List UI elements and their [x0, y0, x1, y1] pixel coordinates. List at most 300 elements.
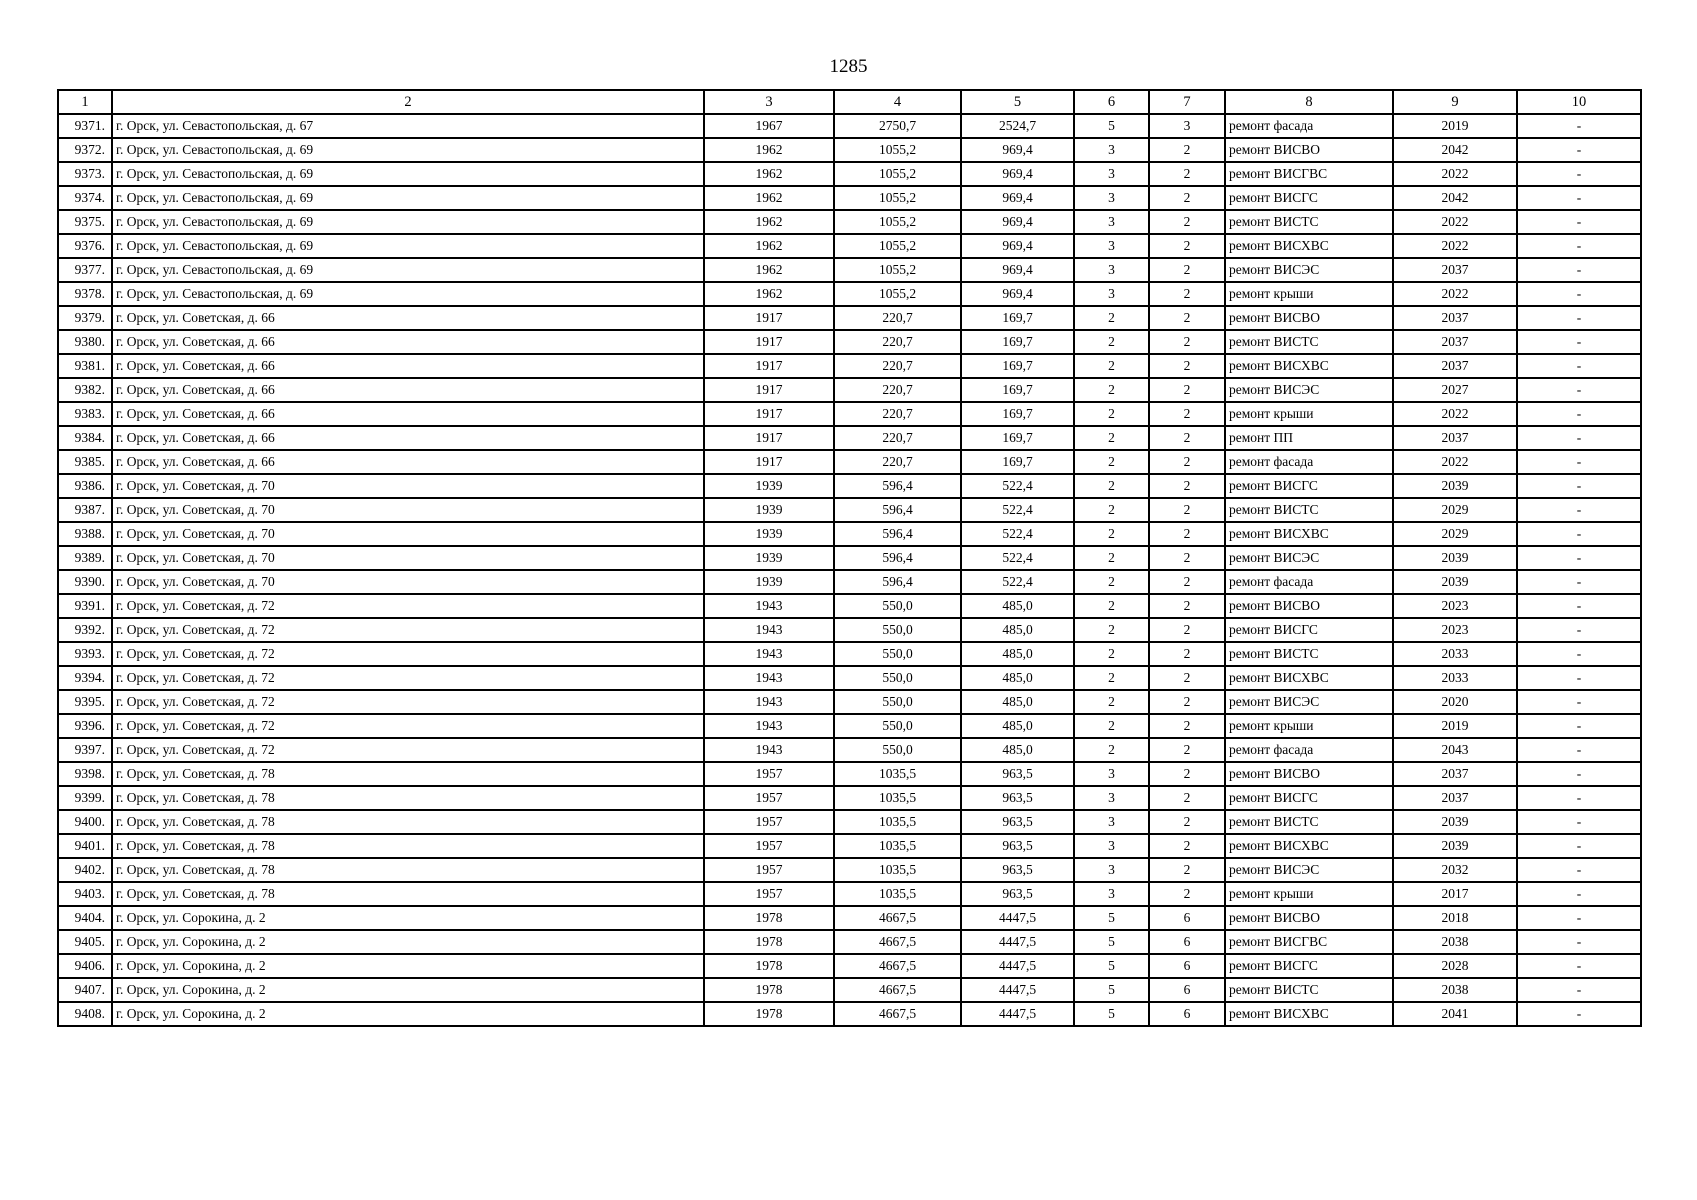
entrances-cell: 6 — [1149, 930, 1225, 954]
row-number-cell: 9397. — [58, 738, 112, 762]
entrances-cell: 2 — [1149, 834, 1225, 858]
planned-year-cell: 2023 — [1393, 594, 1517, 618]
entrances-cell: 2 — [1149, 402, 1225, 426]
work-type-cell: ремонт ВИСХВС — [1225, 1002, 1393, 1026]
address-cell: г. Орск, ул. Советская, д. 70 — [112, 522, 704, 546]
floors-cell: 5 — [1074, 114, 1149, 138]
floors-cell: 2 — [1074, 642, 1149, 666]
address-cell: г. Орск, ул. Советская, д. 78 — [112, 786, 704, 810]
planned-year-cell: 2039 — [1393, 570, 1517, 594]
table-row — [58, 114, 1641, 138]
total-area-cell: 4667,5 — [834, 1002, 961, 1026]
note-cell: - — [1517, 810, 1641, 834]
year-built-cell: 1962 — [704, 234, 834, 258]
living-area-cell: 485,0 — [961, 618, 1074, 642]
living-area-cell: 485,0 — [961, 594, 1074, 618]
total-area-cell: 596,4 — [834, 546, 961, 570]
entrances-cell: 2 — [1149, 738, 1225, 762]
address-cell: г. Орск, ул. Советская, д. 72 — [112, 618, 704, 642]
note-cell: - — [1517, 498, 1641, 522]
entrances-cell: 2 — [1149, 714, 1225, 738]
floors-cell: 5 — [1074, 1002, 1149, 1026]
table-row — [58, 762, 1641, 786]
entrances-cell: 2 — [1149, 162, 1225, 186]
floors-cell: 2 — [1074, 690, 1149, 714]
work-type-cell: ремонт ВИСГС — [1225, 474, 1393, 498]
note-cell: - — [1517, 858, 1641, 882]
work-type-cell: ремонт ВИСЭС — [1225, 546, 1393, 570]
total-area-cell: 550,0 — [834, 690, 961, 714]
planned-year-cell: 2017 — [1393, 882, 1517, 906]
row-number-cell: 9395. — [58, 690, 112, 714]
column-header: 7 — [1149, 90, 1225, 114]
note-cell: - — [1517, 282, 1641, 306]
entrances-cell: 2 — [1149, 594, 1225, 618]
living-area-cell: 169,7 — [961, 330, 1074, 354]
planned-year-cell: 2037 — [1393, 330, 1517, 354]
entrances-cell: 2 — [1149, 570, 1225, 594]
row-number-cell: 9404. — [58, 906, 112, 930]
note-cell: - — [1517, 834, 1641, 858]
year-built-cell: 1978 — [704, 930, 834, 954]
note-cell: - — [1517, 714, 1641, 738]
floors-cell: 2 — [1074, 738, 1149, 762]
planned-year-cell: 2022 — [1393, 234, 1517, 258]
address-cell: г. Орск, ул. Советская, д. 72 — [112, 594, 704, 618]
living-area-cell: 963,5 — [961, 834, 1074, 858]
entrances-cell: 6 — [1149, 954, 1225, 978]
planned-year-cell: 2022 — [1393, 210, 1517, 234]
address-cell: г. Орск, ул. Севастопольская, д. 69 — [112, 258, 704, 282]
floors-cell: 3 — [1074, 786, 1149, 810]
note-cell: - — [1517, 474, 1641, 498]
planned-year-cell: 2019 — [1393, 114, 1517, 138]
planned-year-cell: 2029 — [1393, 522, 1517, 546]
year-built-cell: 1962 — [704, 162, 834, 186]
living-area-cell: 969,4 — [961, 234, 1074, 258]
work-type-cell: ремонт ВИСХВС — [1225, 354, 1393, 378]
address-cell: г. Орск, ул. Севастопольская, д. 69 — [112, 234, 704, 258]
living-area-cell: 169,7 — [961, 402, 1074, 426]
living-area-cell: 963,5 — [961, 882, 1074, 906]
living-area-cell: 485,0 — [961, 714, 1074, 738]
total-area-cell: 1055,2 — [834, 186, 961, 210]
year-built-cell: 1978 — [704, 906, 834, 930]
year-built-cell: 1943 — [704, 666, 834, 690]
living-area-cell: 4447,5 — [961, 954, 1074, 978]
table-row — [58, 618, 1641, 642]
row-number-cell: 9391. — [58, 594, 112, 618]
entrances-cell: 2 — [1149, 234, 1225, 258]
total-area-cell: 1035,5 — [834, 810, 961, 834]
note-cell: - — [1517, 306, 1641, 330]
entrances-cell: 2 — [1149, 306, 1225, 330]
address-cell: г. Орск, ул. Советская, д. 78 — [112, 858, 704, 882]
living-area-cell: 169,7 — [961, 354, 1074, 378]
floors-cell: 3 — [1074, 234, 1149, 258]
total-area-cell: 1055,2 — [834, 138, 961, 162]
total-area-cell: 4667,5 — [834, 930, 961, 954]
table-body — [58, 114, 1641, 1026]
total-area-cell: 1055,2 — [834, 234, 961, 258]
planned-year-cell: 2023 — [1393, 618, 1517, 642]
planned-year-cell: 2039 — [1393, 474, 1517, 498]
total-area-cell: 1035,5 — [834, 834, 961, 858]
table-row — [58, 354, 1641, 378]
planned-year-cell: 2039 — [1393, 810, 1517, 834]
work-type-cell: ремонт ВИСТС — [1225, 978, 1393, 1002]
total-area-cell: 1035,5 — [834, 882, 961, 906]
row-number-cell: 9394. — [58, 666, 112, 690]
note-cell: - — [1517, 786, 1641, 810]
total-area-cell: 220,7 — [834, 354, 961, 378]
work-type-cell: ремонт ВИСГВС — [1225, 162, 1393, 186]
planned-year-cell: 2042 — [1393, 138, 1517, 162]
table-row — [58, 186, 1641, 210]
planned-year-cell: 2027 — [1393, 378, 1517, 402]
row-number-cell: 9383. — [58, 402, 112, 426]
table-row — [58, 258, 1641, 282]
note-cell: - — [1517, 402, 1641, 426]
year-built-cell: 1967 — [704, 114, 834, 138]
work-type-cell: ремонт ВИСТС — [1225, 810, 1393, 834]
living-area-cell: 963,5 — [961, 786, 1074, 810]
living-area-cell: 485,0 — [961, 642, 1074, 666]
work-type-cell: ремонт ВИСЭС — [1225, 258, 1393, 282]
address-cell: г. Орск, ул. Севастопольская, д. 69 — [112, 162, 704, 186]
table-row — [58, 474, 1641, 498]
address-cell: г. Орск, ул. Сорокина, д. 2 — [112, 954, 704, 978]
floors-cell: 2 — [1074, 666, 1149, 690]
address-cell: г. Орск, ул. Советская, д. 72 — [112, 738, 704, 762]
total-area-cell: 4667,5 — [834, 978, 961, 1002]
entrances-cell: 2 — [1149, 330, 1225, 354]
entrances-cell: 2 — [1149, 354, 1225, 378]
living-area-cell: 969,4 — [961, 162, 1074, 186]
row-number-cell: 9399. — [58, 786, 112, 810]
planned-year-cell: 2041 — [1393, 1002, 1517, 1026]
living-area-cell: 169,7 — [961, 306, 1074, 330]
note-cell: - — [1517, 618, 1641, 642]
floors-cell: 3 — [1074, 834, 1149, 858]
address-cell: г. Орск, ул. Советская, д. 72 — [112, 666, 704, 690]
floors-cell: 2 — [1074, 498, 1149, 522]
row-number-cell: 9388. — [58, 522, 112, 546]
work-type-cell: ремонт ВИСХВС — [1225, 666, 1393, 690]
year-built-cell: 1978 — [704, 978, 834, 1002]
year-built-cell: 1939 — [704, 546, 834, 570]
year-built-cell: 1943 — [704, 642, 834, 666]
living-area-cell: 2524,7 — [961, 114, 1074, 138]
entrances-cell: 2 — [1149, 786, 1225, 810]
entrances-cell: 2 — [1149, 618, 1225, 642]
work-type-cell: ремонт ВИСТС — [1225, 210, 1393, 234]
living-area-cell: 522,4 — [961, 474, 1074, 498]
floors-cell: 3 — [1074, 258, 1149, 282]
total-area-cell: 596,4 — [834, 522, 961, 546]
row-number-cell: 9371. — [58, 114, 112, 138]
note-cell: - — [1517, 114, 1641, 138]
address-cell: г. Орск, ул. Советская, д. 70 — [112, 498, 704, 522]
living-area-cell: 969,4 — [961, 258, 1074, 282]
entrances-cell: 2 — [1149, 186, 1225, 210]
table-row — [58, 234, 1641, 258]
entrances-cell: 3 — [1149, 114, 1225, 138]
year-built-cell: 1962 — [704, 282, 834, 306]
note-cell: - — [1517, 594, 1641, 618]
address-cell: г. Орск, ул. Севастопольская, д. 67 — [112, 114, 704, 138]
year-built-cell: 1957 — [704, 858, 834, 882]
year-built-cell: 1917 — [704, 378, 834, 402]
note-cell: - — [1517, 978, 1641, 1002]
note-cell: - — [1517, 426, 1641, 450]
table-row — [58, 162, 1641, 186]
year-built-cell: 1957 — [704, 762, 834, 786]
page-number: 1285 — [829, 56, 868, 77]
entrances-cell: 6 — [1149, 978, 1225, 1002]
planned-year-cell: 2032 — [1393, 858, 1517, 882]
row-number-cell: 9384. — [58, 426, 112, 450]
work-type-cell: ремонт фасада — [1225, 114, 1393, 138]
table-row — [58, 570, 1641, 594]
row-number-cell: 9396. — [58, 714, 112, 738]
row-number-cell: 9406. — [58, 954, 112, 978]
column-header: 4 — [834, 90, 961, 114]
address-cell: г. Орск, ул. Севастопольская, д. 69 — [112, 282, 704, 306]
floors-cell: 2 — [1074, 474, 1149, 498]
living-area-cell: 963,5 — [961, 810, 1074, 834]
year-built-cell: 1943 — [704, 618, 834, 642]
total-area-cell: 596,4 — [834, 498, 961, 522]
floors-cell: 2 — [1074, 306, 1149, 330]
year-built-cell: 1917 — [704, 426, 834, 450]
year-built-cell: 1962 — [704, 138, 834, 162]
year-built-cell: 1957 — [704, 834, 834, 858]
planned-year-cell: 2019 — [1393, 714, 1517, 738]
floors-cell: 3 — [1074, 210, 1149, 234]
work-type-cell: ремонт ВИСВО — [1225, 594, 1393, 618]
living-area-cell: 963,5 — [961, 858, 1074, 882]
planned-year-cell: 2022 — [1393, 282, 1517, 306]
total-area-cell: 1035,5 — [834, 786, 961, 810]
address-cell: г. Орск, ул. Советская, д. 78 — [112, 810, 704, 834]
entrances-cell: 2 — [1149, 210, 1225, 234]
table-row — [58, 666, 1641, 690]
living-area-cell: 969,4 — [961, 282, 1074, 306]
total-area-cell: 4667,5 — [834, 906, 961, 930]
column-header: 1 — [58, 90, 112, 114]
entrances-cell: 2 — [1149, 810, 1225, 834]
address-cell: г. Орск, ул. Советская, д. 72 — [112, 714, 704, 738]
note-cell: - — [1517, 546, 1641, 570]
table-row — [58, 210, 1641, 234]
year-built-cell: 1957 — [704, 810, 834, 834]
year-built-cell: 1962 — [704, 258, 834, 282]
note-cell: - — [1517, 378, 1641, 402]
note-cell: - — [1517, 642, 1641, 666]
planned-year-cell: 2037 — [1393, 354, 1517, 378]
floors-cell: 5 — [1074, 906, 1149, 930]
row-number-cell: 9387. — [58, 498, 112, 522]
table-row — [58, 330, 1641, 354]
living-area-cell: 963,5 — [961, 762, 1074, 786]
address-cell: г. Орск, ул. Советская, д. 66 — [112, 378, 704, 402]
address-cell: г. Орск, ул. Советская, д. 66 — [112, 330, 704, 354]
floors-cell: 3 — [1074, 858, 1149, 882]
address-cell: г. Орск, ул. Советская, д. 66 — [112, 354, 704, 378]
floors-cell: 3 — [1074, 810, 1149, 834]
address-cell: г. Орск, ул. Советская, д. 70 — [112, 474, 704, 498]
floors-cell: 2 — [1074, 450, 1149, 474]
living-area-cell: 485,0 — [961, 690, 1074, 714]
row-number-cell: 9400. — [58, 810, 112, 834]
address-cell: г. Орск, ул. Советская, д. 66 — [112, 426, 704, 450]
address-cell: г. Орск, ул. Советская, д. 72 — [112, 642, 704, 666]
entrances-cell: 2 — [1149, 474, 1225, 498]
year-built-cell: 1943 — [704, 714, 834, 738]
floors-cell: 3 — [1074, 162, 1149, 186]
year-built-cell: 1978 — [704, 954, 834, 978]
table-row — [58, 642, 1641, 666]
work-type-cell: ремонт крыши — [1225, 714, 1393, 738]
table-row — [58, 906, 1641, 930]
planned-year-cell: 2022 — [1393, 402, 1517, 426]
entrances-cell: 2 — [1149, 858, 1225, 882]
living-area-cell: 169,7 — [961, 378, 1074, 402]
address-cell: г. Орск, ул. Севастопольская, д. 69 — [112, 210, 704, 234]
column-header: 10 — [1517, 90, 1641, 114]
floors-cell: 2 — [1074, 546, 1149, 570]
work-type-cell: ремонт ВИСГС — [1225, 954, 1393, 978]
work-type-cell: ремонт ВИСТС — [1225, 498, 1393, 522]
row-number-cell: 9382. — [58, 378, 112, 402]
entrances-cell: 2 — [1149, 498, 1225, 522]
row-number-cell: 9393. — [58, 642, 112, 666]
table-row — [58, 426, 1641, 450]
table-row — [58, 1002, 1641, 1026]
work-type-cell: ремонт ПП — [1225, 426, 1393, 450]
total-area-cell: 550,0 — [834, 642, 961, 666]
table-row — [58, 282, 1641, 306]
note-cell: - — [1517, 186, 1641, 210]
column-header: 3 — [704, 90, 834, 114]
planned-year-cell: 2020 — [1393, 690, 1517, 714]
table-row — [58, 306, 1641, 330]
floors-cell: 2 — [1074, 570, 1149, 594]
row-number-cell: 9403. — [58, 882, 112, 906]
column-header: 9 — [1393, 90, 1517, 114]
entrances-cell: 2 — [1149, 546, 1225, 570]
year-built-cell: 1917 — [704, 450, 834, 474]
year-built-cell: 1939 — [704, 522, 834, 546]
total-area-cell: 1035,5 — [834, 858, 961, 882]
planned-year-cell: 2038 — [1393, 978, 1517, 1002]
table-row — [58, 930, 1641, 954]
note-cell: - — [1517, 930, 1641, 954]
floors-cell: 3 — [1074, 762, 1149, 786]
entrances-cell: 2 — [1149, 666, 1225, 690]
living-area-cell: 522,4 — [961, 546, 1074, 570]
total-area-cell: 1055,2 — [834, 258, 961, 282]
work-type-cell: ремонт крыши — [1225, 882, 1393, 906]
column-header: 6 — [1074, 90, 1149, 114]
entrances-cell: 2 — [1149, 690, 1225, 714]
note-cell: - — [1517, 210, 1641, 234]
planned-year-cell: 2037 — [1393, 306, 1517, 330]
living-area-cell: 4447,5 — [961, 1002, 1074, 1026]
year-built-cell: 1917 — [704, 330, 834, 354]
floors-cell: 2 — [1074, 354, 1149, 378]
note-cell: - — [1517, 162, 1641, 186]
table-row — [58, 498, 1641, 522]
row-number-cell: 9376. — [58, 234, 112, 258]
living-area-cell: 169,7 — [961, 450, 1074, 474]
total-area-cell: 220,7 — [834, 426, 961, 450]
total-area-cell: 596,4 — [834, 474, 961, 498]
note-cell: - — [1517, 1002, 1641, 1026]
work-type-cell: ремонт ВИСТС — [1225, 330, 1393, 354]
total-area-cell: 550,0 — [834, 594, 961, 618]
row-number-cell: 9386. — [58, 474, 112, 498]
table-row — [58, 138, 1641, 162]
address-cell: г. Орск, ул. Советская, д. 70 — [112, 570, 704, 594]
total-area-cell: 550,0 — [834, 618, 961, 642]
planned-year-cell: 2042 — [1393, 186, 1517, 210]
row-number-cell: 9390. — [58, 570, 112, 594]
work-type-cell: ремонт ВИСХВС — [1225, 234, 1393, 258]
work-type-cell: ремонт ВИСГС — [1225, 186, 1393, 210]
address-cell: г. Орск, ул. Советская, д. 78 — [112, 882, 704, 906]
year-built-cell: 1943 — [704, 690, 834, 714]
year-built-cell: 1939 — [704, 498, 834, 522]
row-number-cell: 9378. — [58, 282, 112, 306]
living-area-cell: 485,0 — [961, 666, 1074, 690]
note-cell: - — [1517, 330, 1641, 354]
note-cell: - — [1517, 882, 1641, 906]
living-area-cell: 4447,5 — [961, 906, 1074, 930]
floors-cell: 3 — [1074, 282, 1149, 306]
living-area-cell: 4447,5 — [961, 978, 1074, 1002]
work-type-cell: ремонт ВИСТС — [1225, 642, 1393, 666]
work-type-cell: ремонт крыши — [1225, 282, 1393, 306]
note-cell: - — [1517, 954, 1641, 978]
work-type-cell: ремонт ВИСХВС — [1225, 834, 1393, 858]
floors-cell: 5 — [1074, 930, 1149, 954]
note-cell: - — [1517, 666, 1641, 690]
planned-year-cell: 2033 — [1393, 642, 1517, 666]
year-built-cell: 1917 — [704, 402, 834, 426]
planned-year-cell: 2039 — [1393, 834, 1517, 858]
table-row — [58, 810, 1641, 834]
planned-year-cell: 2037 — [1393, 786, 1517, 810]
total-area-cell: 220,7 — [834, 330, 961, 354]
row-number-cell: 9405. — [58, 930, 112, 954]
total-area-cell: 550,0 — [834, 714, 961, 738]
total-area-cell: 220,7 — [834, 402, 961, 426]
row-number-cell: 9385. — [58, 450, 112, 474]
floors-cell: 2 — [1074, 714, 1149, 738]
living-area-cell: 522,4 — [961, 570, 1074, 594]
work-type-cell: ремонт фасада — [1225, 738, 1393, 762]
planned-year-cell: 2022 — [1393, 450, 1517, 474]
total-area-cell: 596,4 — [834, 570, 961, 594]
floors-cell: 2 — [1074, 378, 1149, 402]
living-area-cell: 969,4 — [961, 138, 1074, 162]
floors-cell: 2 — [1074, 426, 1149, 450]
year-built-cell: 1939 — [704, 570, 834, 594]
note-cell: - — [1517, 738, 1641, 762]
year-built-cell: 1978 — [704, 1002, 834, 1026]
